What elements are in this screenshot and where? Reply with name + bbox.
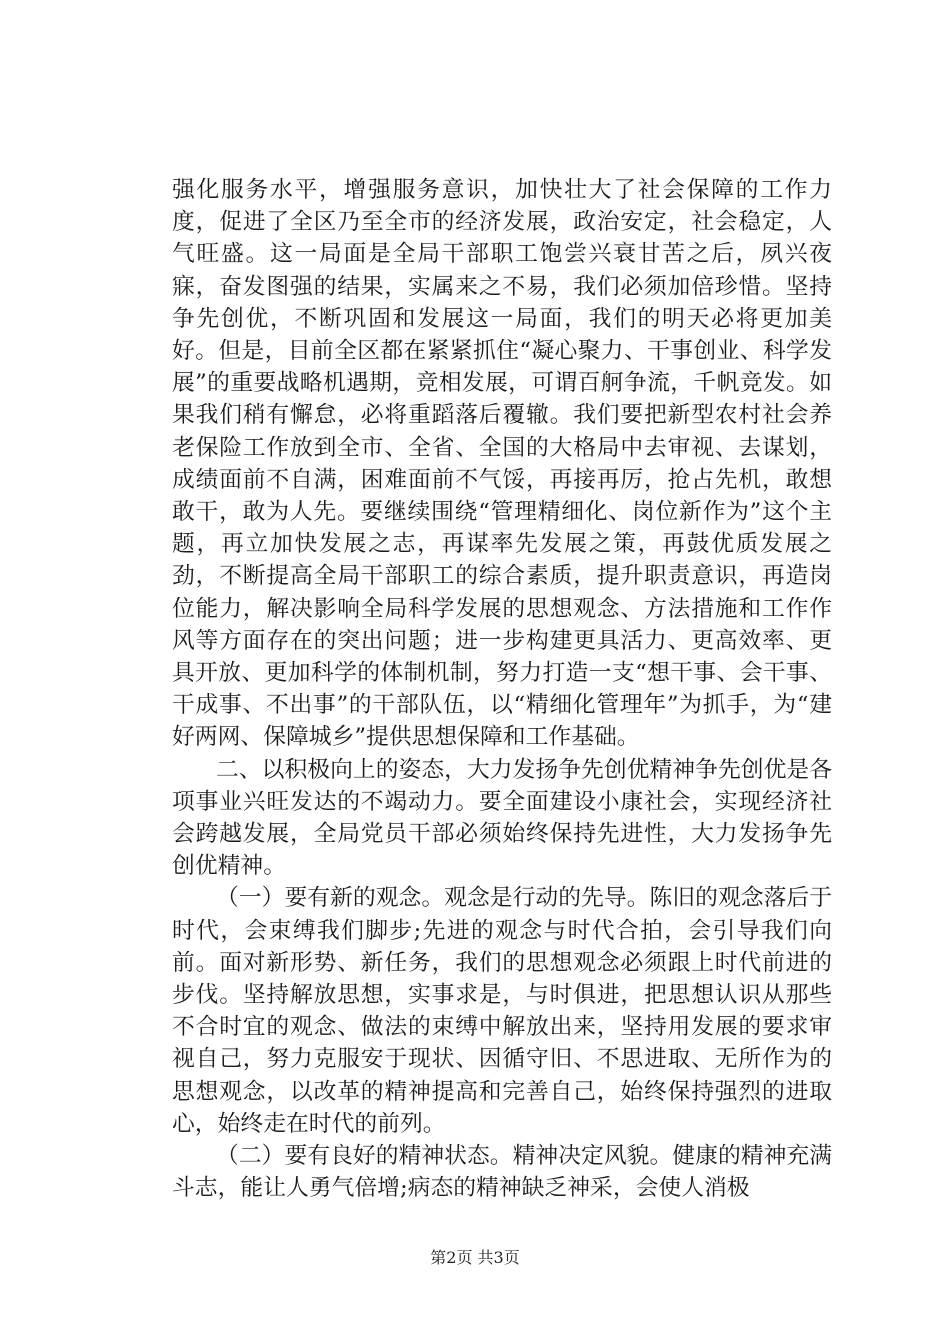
paragraph-item-two: （二）要有良好的精神状态。精神决定风貌。健康的精神充满斗志，能让人勇气倍增;病态的精神缺乏神采，会使人消极	[172, 1143, 832, 1202]
paragraph-continuation: 强化服务水平，增强服务意识，加快壮大了社会保障的工作力度，促进了全区乃至全市的经济发展，政治安定，社会稳定，人气旺盛。这一局面是全局干部职工饱尝兴衰甘苦之后，夙兴夜寐，奋发图强的结果，实属来之不易，我们必须加倍珍惜。坚持争先创优，不断巩固和发展这一局面，我们的明天必将更加美好。但是，目前全区都在紧紧抓住“凝心聚力、干事创业、科学发展”的重要战略机遇期，竞相发展，可谓百舸争流，千帆竞发。如果我们稍有懈怠，必将重蹈落后覆辙。我们要把新型农村社会养老保险工作放到全市、全省、全国的大格局中去审视、去谋划，成绩面前不自满，困难面前不气馁，再接再厉，抢占先机，敢想敢干，敢为人先。要继续围绕“管理精细化、岗位新作为”这个主题，再立加快发展之志，再谋率先发展之策，再鼓优质发展之劲，不断提高全局干部职工的综合素质，提升职责意识，再造岗位能力，解决影响全局科学发展的思想观念、方法措施和工作作风等方面存在的突出问题；进一步构建更具活力、更高效率、更具开放、更加科学的体制机制，努力打造一支“想干事、会干事、干成事、不出事”的干部队伍，以“精细化管理年”为抓手，为“建好两网、保障城乡”提供思想保障和工作基础。	[172, 177, 832, 751]
paragraph-item-one: （一）要有新的观念。观念是行动的先导。陈旧的观念落后于时代，会束缚我们脚步;先进的观念与时代合拍，会引导我们向前。面对新形势、新任务，我们的思想观念必须跟上时代前进的步伐。坚持解放思想，实事求是，与时俱进，把思想认识从那些不合时宜的观念、做法的束缚中解放出来，坚持用发展的要求审视自己，努力克服安于现状、因循守旧、不思进取、无所作为的思想观念，以改革的精神提高和完善自己，始终保持强烈的进取心，始终走在时代的前列。	[172, 885, 832, 1137]
paragraph-section-two: 二、以积极向上的姿态，大力发扬争先创优精神争先创优是各项事业兴旺发达的不竭动力。要全面建设小康社会，实现经济社会跨越发展，全局党员干部必须始终保持先进性，大力发扬争先创优精神。	[172, 756, 832, 880]
document-body	[172, 174, 832, 1205]
page-footer: 第2页 共3页	[430, 1248, 520, 1267]
